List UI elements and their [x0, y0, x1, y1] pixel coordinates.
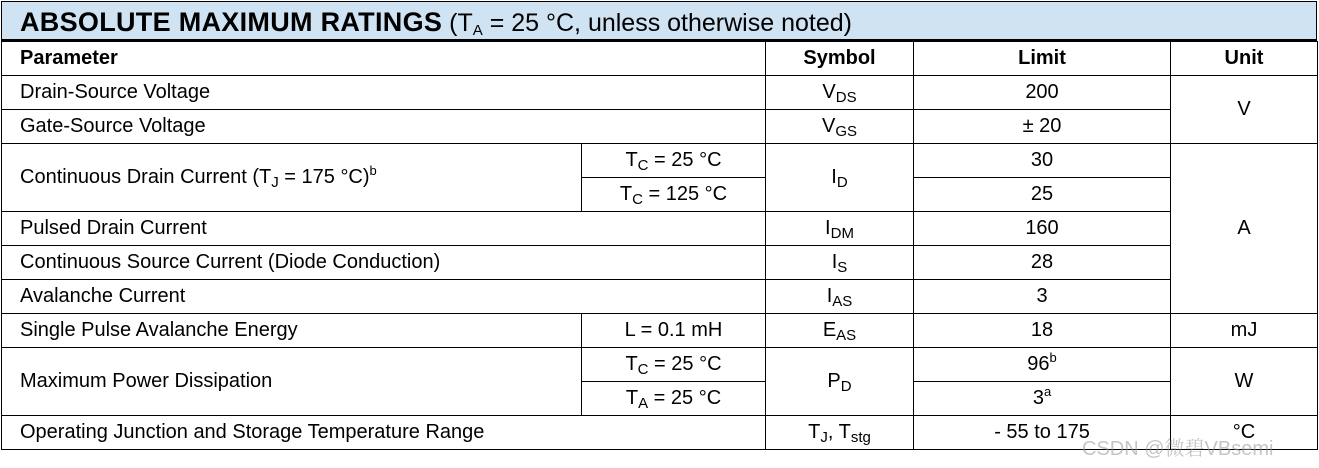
row-idm — [2, 212, 1318, 246]
symbol-tj: $T_J$, $T_{stg}$ — [766, 416, 914, 450]
symbol-idm: $I_{DM}$ — [766, 212, 914, 246]
row-tj — [2, 416, 1318, 450]
row-vgs — [2, 110, 1318, 144]
param-vds: Drain-Source Voltage — [2, 76, 766, 110]
param-pd: Maximum Power Dissipation — [2, 348, 582, 416]
header-unit: Unit — [1171, 42, 1318, 76]
limit-eas: 18 — [914, 314, 1171, 348]
param-tj: Operating Junction and Storage Temperature Range — [2, 416, 766, 450]
row-ias — [2, 280, 1318, 314]
symbol-vgs: $V_{GS}$ — [766, 110, 914, 144]
param-id: Continuous Drain Current ($T_J = 175$ °C)$^b$ — [2, 144, 582, 212]
param-ias: Avalanche Current — [2, 280, 766, 314]
cond-pd-2: $T_A = 25$ °C — [582, 382, 766, 416]
watermark: CSDN @微碧VBsemi — [1082, 438, 1274, 460]
cond-pd-1: $T_C = 25$ °C — [582, 348, 766, 382]
unit-pd: W — [1171, 348, 1318, 416]
title-condition: ($T_A = 25$ °C, unless otherwise noted) — [442, 9, 852, 39]
cond-eas: L = 0.1 mH — [582, 314, 766, 348]
limit-idm: 160 — [914, 212, 1171, 246]
limit-tj: - 55 to 175 — [914, 416, 1171, 450]
symbol-is: $I_S$ — [766, 246, 914, 280]
param-idm: Pulsed Drain Current — [2, 212, 766, 246]
header-row — [2, 42, 1318, 76]
title-bar — [1, 1, 1317, 41]
ratings-table — [1, 41, 1318, 450]
header-parameter: Parameter — [2, 42, 766, 76]
unit-amp: A — [1171, 144, 1318, 314]
limit-vgs: ± 20 — [914, 110, 1171, 144]
row-eas — [2, 314, 1318, 348]
title-heading: ABSOLUTE MAXIMUM RATINGS — [20, 7, 443, 37]
symbol-id: $I_D$ — [766, 144, 914, 212]
unit-tj: °C — [1171, 416, 1318, 450]
row-pd-1 — [2, 348, 1318, 382]
param-eas: Single Pulse Avalanche Energy — [2, 314, 582, 348]
unit-volt: V — [1171, 76, 1318, 144]
limit-is: 28 — [914, 246, 1171, 280]
limit-id-2: 25 — [914, 178, 1171, 212]
limit-ias: 3 — [914, 280, 1171, 314]
limit-id-1: 30 — [914, 144, 1171, 178]
header-limit: Limit — [914, 42, 1171, 76]
param-vgs: Gate-Source Voltage — [2, 110, 766, 144]
table-title — [20, 7, 852, 38]
cond-id-1: $T_C = 25$ °C — [582, 144, 766, 178]
limit-pd-2: 3$^a$ — [914, 382, 1171, 416]
unit-eas: mJ — [1171, 314, 1318, 348]
symbol-pd: $P_D$ — [766, 348, 914, 416]
header-symbol: Symbol — [766, 42, 914, 76]
param-is: Continuous Source Current (Diode Conduction) — [2, 246, 766, 280]
row-vds — [2, 76, 1318, 110]
symbol-vds: $V_{DS}$ — [766, 76, 914, 110]
cond-id-2: $T_C = 125$ °C — [582, 178, 766, 212]
limit-pd-1: 96$^b$ — [914, 348, 1171, 382]
row-id-1 — [2, 144, 1318, 178]
symbol-ias: $I_{AS}$ — [766, 280, 914, 314]
limit-vds: 200 — [914, 76, 1171, 110]
row-is — [2, 246, 1318, 280]
symbol-eas: $E_{AS}$ — [766, 314, 914, 348]
